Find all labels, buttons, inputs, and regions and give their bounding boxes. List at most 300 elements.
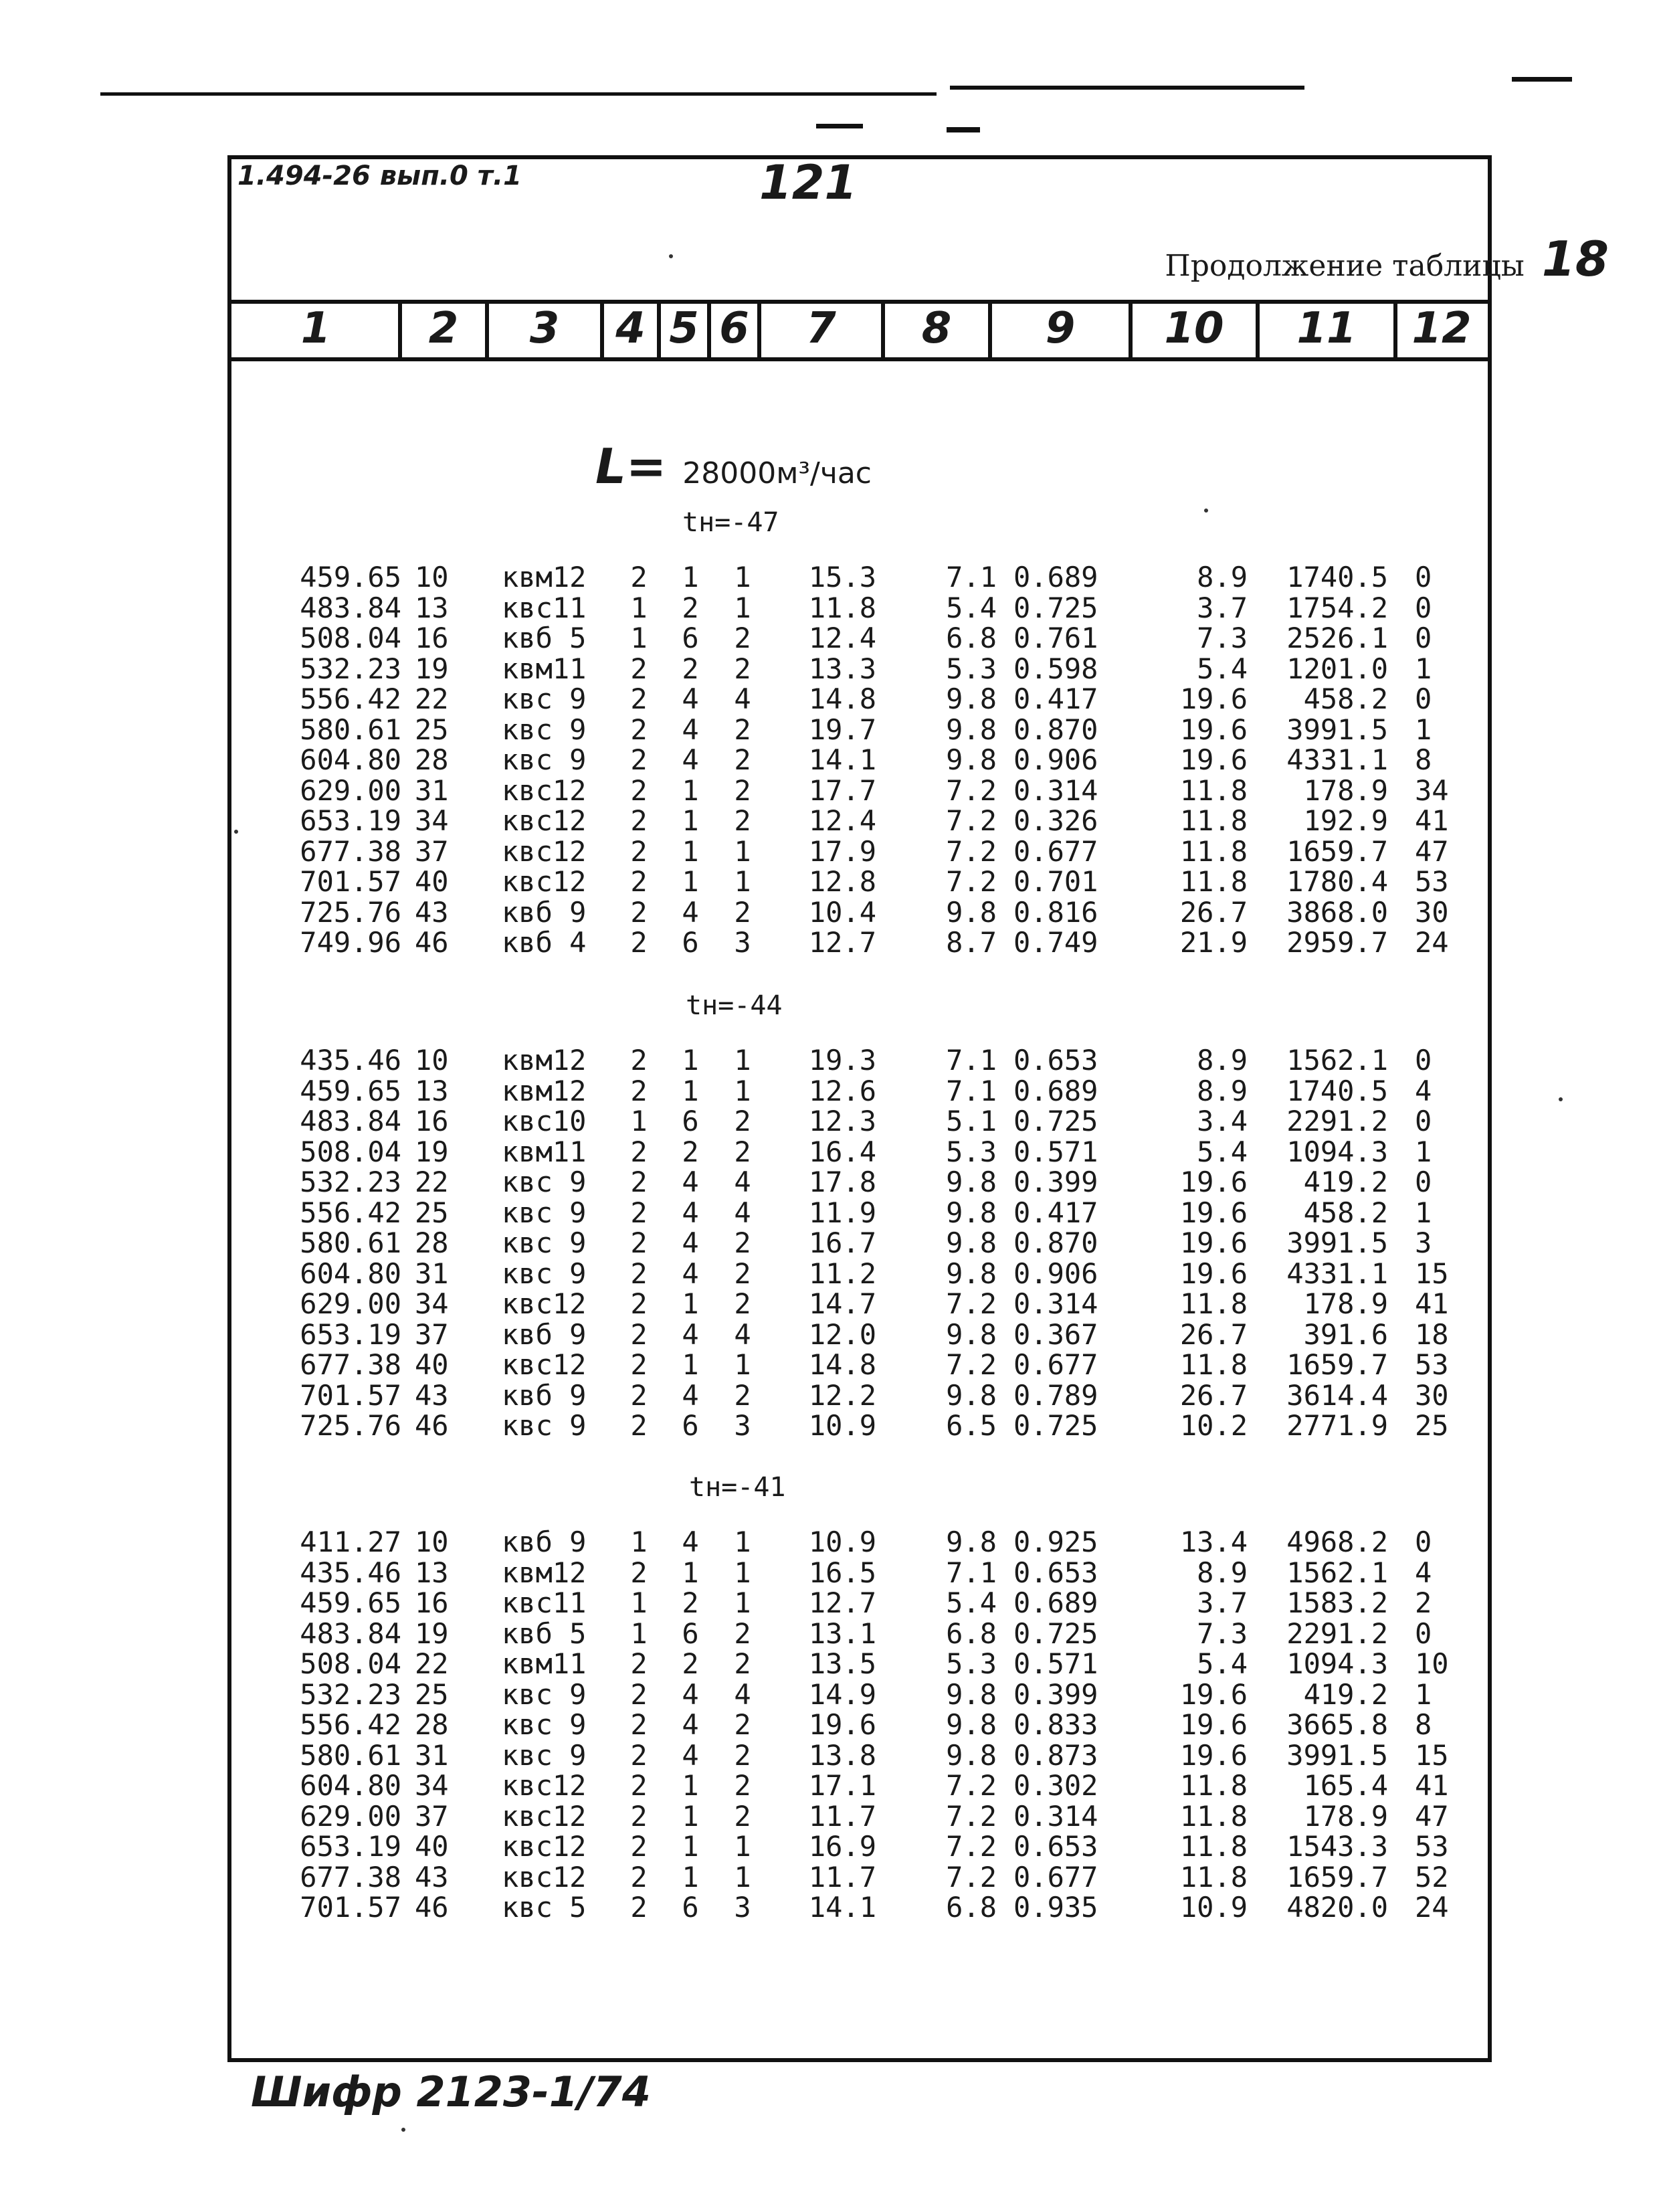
cell-col-1: 701.57 bbox=[300, 1891, 401, 1924]
cell-col-4: 2 bbox=[630, 743, 648, 776]
cell-col-7: 13.3 bbox=[808, 652, 876, 685]
cell-col-11: 2291.2 bbox=[1286, 1105, 1388, 1137]
cell-col-4: 2 bbox=[630, 1257, 648, 1290]
cell-col-6: 4 bbox=[734, 1196, 751, 1229]
cell-col-2: 40 bbox=[415, 1348, 449, 1381]
cell-col-1: 508.04 bbox=[300, 1135, 401, 1168]
cell-col-11: 1543.3 bbox=[1286, 1830, 1388, 1863]
cell-col-1: 532.23 bbox=[300, 1166, 401, 1198]
cell-col-11: 178.9 bbox=[1303, 1799, 1388, 1833]
cell-col-4: 2 bbox=[630, 1769, 648, 1802]
cell-col-11: 1659.7 bbox=[1286, 1860, 1388, 1894]
cell-col-6: 4 bbox=[734, 1317, 751, 1351]
cell-col-4: 2 bbox=[630, 1799, 648, 1833]
cell-col-10: 5.4 bbox=[1197, 1135, 1248, 1168]
top-edge-mark bbox=[947, 127, 980, 132]
cell-col-6: 1 bbox=[734, 1830, 751, 1863]
cell-col-5: 6 bbox=[682, 1409, 699, 1442]
cell-col-1: 435.46 bbox=[300, 1044, 401, 1077]
cell-col-5: 2 bbox=[682, 1647, 699, 1680]
cell-col-11: 1740.5 bbox=[1286, 1074, 1388, 1107]
cell-col-9: 0.314 bbox=[1013, 773, 1098, 807]
cell-col-10: 7.3 bbox=[1197, 1617, 1248, 1650]
cell-col-6: 3 bbox=[734, 926, 751, 959]
cell-col-8: 8.7 bbox=[946, 926, 997, 959]
cell-col-6: 2 bbox=[734, 773, 751, 807]
cell-col-4: 2 bbox=[630, 926, 648, 959]
cell-col-6: 2 bbox=[734, 1287, 751, 1320]
cell-col-11: 1201.0 bbox=[1286, 652, 1388, 685]
table-row bbox=[0, 1527, 1659, 1557]
cell-col-6: 4 bbox=[734, 1677, 751, 1711]
cell-col-4: 2 bbox=[630, 561, 648, 593]
table-row bbox=[0, 1198, 1659, 1228]
column-header-10: 10 bbox=[1164, 304, 1224, 353]
cell-col-8: 7.2 bbox=[946, 1799, 997, 1833]
column-header-7: 7 bbox=[806, 304, 836, 353]
cell-col-6: 2 bbox=[734, 1708, 751, 1741]
cell-col-11: 1583.2 bbox=[1286, 1586, 1388, 1619]
column-header-5: 5 bbox=[669, 304, 699, 353]
cell-col-12: 2 bbox=[1415, 1586, 1432, 1619]
cell-col-8: 7.2 bbox=[946, 1769, 997, 1802]
cell-col-1: 532.23 bbox=[300, 652, 401, 685]
cell-col-4: 2 bbox=[630, 713, 648, 746]
column-header-9: 9 bbox=[1045, 304, 1076, 353]
cell-col-8: 6.8 bbox=[946, 1891, 997, 1924]
cell-col-7: 12.4 bbox=[808, 622, 876, 654]
cell-col-1: 435.46 bbox=[300, 1556, 401, 1589]
cell-col-2: 46 bbox=[415, 1409, 449, 1442]
cell-col-3: квс 9 bbox=[502, 1257, 587, 1290]
cell-col-6: 1 bbox=[734, 591, 751, 624]
cell-col-9: 0.399 bbox=[1013, 1677, 1098, 1711]
cell-col-11: 1562.1 bbox=[1286, 1556, 1388, 1589]
cell-col-6: 3 bbox=[734, 1409, 751, 1442]
cell-col-5: 1 bbox=[682, 1860, 699, 1894]
cell-col-11: 3991.5 bbox=[1286, 713, 1388, 746]
column-header-6: 6 bbox=[719, 304, 749, 353]
cell-col-9: 0.314 bbox=[1013, 1287, 1098, 1320]
cell-col-1: 556.42 bbox=[300, 1196, 401, 1229]
cell-col-2: 46 bbox=[415, 926, 449, 959]
table-row bbox=[0, 745, 1659, 775]
cell-col-6: 2 bbox=[734, 895, 751, 929]
cell-col-5: 1 bbox=[682, 773, 699, 807]
cell-col-6: 2 bbox=[734, 652, 751, 685]
cell-col-5: 4 bbox=[682, 1378, 699, 1412]
cell-col-1: 556.42 bbox=[300, 682, 401, 715]
cell-col-11: 4968.2 bbox=[1286, 1526, 1388, 1558]
cell-col-10: 19.6 bbox=[1179, 1738, 1248, 1772]
cell-col-4: 2 bbox=[630, 682, 648, 715]
cell-col-9: 0.677 bbox=[1013, 834, 1098, 868]
cell-col-3: квс10 bbox=[502, 1105, 587, 1137]
cell-col-4: 1 bbox=[630, 1617, 648, 1650]
cell-col-4: 2 bbox=[630, 895, 648, 929]
cell-col-7: 14.8 bbox=[808, 682, 876, 715]
cell-col-11: 165.4 bbox=[1303, 1769, 1388, 1802]
cell-col-8: 5.4 bbox=[946, 591, 997, 624]
continuation-text: Продолжение таблицы bbox=[1165, 249, 1525, 283]
cipher-code: Шифр 2123-1/74 bbox=[251, 2067, 651, 2116]
cell-col-8: 6.8 bbox=[946, 622, 997, 654]
cell-col-9: 0.302 bbox=[1013, 1769, 1098, 1802]
cell-col-4: 2 bbox=[630, 1830, 648, 1863]
cell-col-9: 0.689 bbox=[1013, 1074, 1098, 1107]
cell-col-7: 13.5 bbox=[808, 1647, 876, 1680]
cell-col-9: 0.653 bbox=[1013, 1556, 1098, 1589]
cell-col-8: 9.8 bbox=[946, 1196, 997, 1229]
cell-col-10: 26.7 bbox=[1179, 1378, 1248, 1412]
cell-col-5: 4 bbox=[682, 1526, 699, 1558]
cell-col-7: 14.1 bbox=[808, 743, 876, 776]
cell-col-3: квс12 bbox=[502, 1799, 587, 1833]
cell-col-11: 1094.3 bbox=[1286, 1647, 1388, 1680]
cell-col-9: 0.833 bbox=[1013, 1708, 1098, 1741]
cell-col-9: 0.935 bbox=[1013, 1891, 1098, 1924]
table-row bbox=[0, 1831, 1659, 1861]
cell-col-5: 6 bbox=[682, 1891, 699, 1924]
cell-col-10: 8.9 bbox=[1197, 1074, 1248, 1107]
cell-col-3: квб 9 bbox=[502, 1317, 587, 1351]
cell-col-4: 2 bbox=[630, 1074, 648, 1107]
cell-col-8: 5.3 bbox=[946, 652, 997, 685]
cell-col-5: 4 bbox=[682, 682, 699, 715]
cell-col-1: 411.27 bbox=[300, 1526, 401, 1558]
cell-col-10: 3.7 bbox=[1197, 591, 1248, 624]
cell-col-4: 1 bbox=[630, 622, 648, 654]
table-row bbox=[0, 1740, 1659, 1770]
cell-col-9: 0.870 bbox=[1013, 1226, 1098, 1259]
cell-col-5: 1 bbox=[682, 1830, 699, 1863]
table-row bbox=[0, 1801, 1659, 1831]
scan-speck bbox=[401, 2128, 405, 2132]
cell-col-7: 13.1 bbox=[808, 1617, 876, 1650]
table-row bbox=[0, 1892, 1659, 1922]
cell-col-6: 1 bbox=[734, 1556, 751, 1589]
cell-col-2: 31 bbox=[415, 1257, 449, 1290]
cell-col-9: 0.725 bbox=[1013, 1105, 1098, 1137]
cell-col-12: 25 bbox=[1415, 1409, 1449, 1442]
table-number: 18 bbox=[1541, 231, 1609, 287]
cell-col-1: 653.19 bbox=[300, 1830, 401, 1863]
cell-col-2: 10 bbox=[415, 1526, 449, 1558]
scan-speck bbox=[234, 830, 238, 834]
cell-col-12: 41 bbox=[1415, 804, 1449, 837]
cell-col-5: 4 bbox=[682, 1708, 699, 1741]
table-row bbox=[0, 1380, 1659, 1410]
table-row bbox=[0, 775, 1659, 806]
cell-col-4: 2 bbox=[630, 652, 648, 685]
cell-col-6: 1 bbox=[734, 1860, 751, 1894]
cell-col-7: 16.7 bbox=[808, 1226, 876, 1259]
cell-col-4: 2 bbox=[630, 804, 648, 837]
cell-col-8: 9.8 bbox=[946, 1738, 997, 1772]
cell-col-12: 24 bbox=[1415, 926, 1449, 959]
cell-col-12: 1 bbox=[1415, 652, 1432, 685]
cell-col-11: 2771.9 bbox=[1286, 1409, 1388, 1442]
cell-col-10: 19.6 bbox=[1179, 682, 1248, 715]
cell-col-9: 0.326 bbox=[1013, 804, 1098, 837]
cell-col-8: 7.2 bbox=[946, 1830, 997, 1863]
cell-col-12: 0 bbox=[1415, 682, 1432, 715]
scan-speck bbox=[1204, 509, 1208, 513]
cell-col-5: 4 bbox=[682, 1196, 699, 1229]
cell-col-11: 4331.1 bbox=[1286, 1257, 1388, 1290]
cell-col-12: 52 bbox=[1415, 1860, 1449, 1894]
cell-col-6: 1 bbox=[734, 1586, 751, 1619]
cell-col-11: 3991.5 bbox=[1286, 1738, 1388, 1772]
cell-col-6: 1 bbox=[734, 1348, 751, 1381]
cell-col-10: 8.9 bbox=[1197, 1556, 1248, 1589]
cell-col-2: 43 bbox=[415, 895, 449, 929]
table-row bbox=[0, 1076, 1659, 1106]
cell-col-6: 2 bbox=[734, 713, 751, 746]
cell-col-11: 419.2 bbox=[1303, 1166, 1388, 1198]
table-row bbox=[0, 684, 1659, 714]
cell-col-9: 0.314 bbox=[1013, 1799, 1098, 1833]
cell-col-10: 11.8 bbox=[1179, 865, 1248, 898]
cell-col-12: 30 bbox=[1415, 1378, 1449, 1412]
cell-col-5: 2 bbox=[682, 652, 699, 685]
cell-col-8: 6.5 bbox=[946, 1409, 997, 1442]
cell-col-12: 30 bbox=[1415, 895, 1449, 929]
cell-col-9: 0.367 bbox=[1013, 1317, 1098, 1351]
cell-col-11: 2959.7 bbox=[1286, 926, 1388, 959]
cell-col-2: 22 bbox=[415, 1166, 449, 1198]
cell-col-9: 0.571 bbox=[1013, 1647, 1098, 1680]
cell-col-10: 19.6 bbox=[1179, 1166, 1248, 1198]
cell-col-3: квс12 bbox=[502, 1348, 587, 1381]
cell-col-2: 43 bbox=[415, 1378, 449, 1412]
cell-col-1: 556.42 bbox=[300, 1708, 401, 1741]
column-header-2: 2 bbox=[428, 304, 459, 353]
cell-col-10: 19.6 bbox=[1179, 743, 1248, 776]
cell-col-12: 47 bbox=[1415, 1799, 1449, 1833]
cell-col-5: 1 bbox=[682, 1074, 699, 1107]
cell-col-1: 677.38 bbox=[300, 1348, 401, 1381]
cell-col-1: 677.38 bbox=[300, 1860, 401, 1894]
cell-col-8: 9.8 bbox=[946, 1378, 997, 1412]
cell-col-2: 16 bbox=[415, 1586, 449, 1619]
cell-col-5: 6 bbox=[682, 1617, 699, 1650]
cell-col-9: 0.789 bbox=[1013, 1378, 1098, 1412]
cell-col-12: 0 bbox=[1415, 1166, 1432, 1198]
cell-col-5: 1 bbox=[682, 804, 699, 837]
cell-col-11: 4331.1 bbox=[1286, 743, 1388, 776]
cell-col-7: 12.0 bbox=[808, 1317, 876, 1351]
cell-col-12: 0 bbox=[1415, 1617, 1432, 1650]
table-row bbox=[0, 1289, 1659, 1319]
cell-col-11: 1094.3 bbox=[1286, 1135, 1388, 1168]
cell-col-10: 11.8 bbox=[1179, 1348, 1248, 1381]
cell-col-10: 5.4 bbox=[1197, 652, 1248, 685]
continuation-caption bbox=[1165, 231, 1609, 287]
cell-col-3: квм12 bbox=[502, 1556, 587, 1589]
cell-col-12: 1 bbox=[1415, 713, 1432, 746]
cell-col-11: 1659.7 bbox=[1286, 834, 1388, 868]
cell-col-3: квс 5 bbox=[502, 1891, 587, 1924]
column-header-11: 11 bbox=[1296, 304, 1357, 353]
cell-col-12: 1 bbox=[1415, 1196, 1432, 1229]
cell-col-2: 13 bbox=[415, 591, 449, 624]
cell-col-1: 483.84 bbox=[300, 1617, 401, 1650]
cell-col-5: 4 bbox=[682, 1257, 699, 1290]
cell-col-6: 2 bbox=[734, 743, 751, 776]
table-row bbox=[0, 654, 1659, 684]
cell-col-2: 25 bbox=[415, 713, 449, 746]
cell-col-7: 14.9 bbox=[808, 1677, 876, 1711]
cell-col-4: 2 bbox=[630, 1348, 648, 1381]
column-header-8: 8 bbox=[921, 304, 952, 353]
cell-col-7: 16.4 bbox=[808, 1135, 876, 1168]
cell-col-5: 4 bbox=[682, 743, 699, 776]
cell-col-2: 34 bbox=[415, 1287, 449, 1320]
cell-col-12: 8 bbox=[1415, 1708, 1432, 1741]
cell-col-7: 12.2 bbox=[808, 1378, 876, 1412]
cell-col-5: 4 bbox=[682, 1738, 699, 1772]
cell-col-9: 0.906 bbox=[1013, 743, 1098, 776]
cell-col-4: 2 bbox=[630, 1409, 648, 1442]
cell-col-6: 2 bbox=[734, 1738, 751, 1772]
cell-col-5: 4 bbox=[682, 713, 699, 746]
cell-col-12: 53 bbox=[1415, 1830, 1449, 1863]
cell-col-7: 13.8 bbox=[808, 1738, 876, 1772]
table-row bbox=[0, 1137, 1659, 1167]
cell-col-9: 0.689 bbox=[1013, 561, 1098, 593]
cell-col-5: 1 bbox=[682, 1799, 699, 1833]
table-row bbox=[0, 593, 1659, 623]
cell-col-8: 7.2 bbox=[946, 773, 997, 807]
cell-col-7: 19.3 bbox=[808, 1044, 876, 1077]
cell-col-8: 7.1 bbox=[946, 1556, 997, 1589]
column-header-12: 12 bbox=[1411, 304, 1472, 353]
cell-col-3: квб 5 bbox=[502, 1617, 587, 1650]
cell-col-10: 19.6 bbox=[1179, 1226, 1248, 1259]
cell-col-6: 1 bbox=[734, 1526, 751, 1558]
cell-col-1: 653.19 bbox=[300, 804, 401, 837]
cell-col-3: квс 9 bbox=[502, 1166, 587, 1198]
cell-col-6: 2 bbox=[734, 1105, 751, 1137]
table-row bbox=[0, 1259, 1659, 1289]
cell-col-6: 2 bbox=[734, 1226, 751, 1259]
table-row bbox=[0, 562, 1659, 592]
cell-col-3: квб 9 bbox=[502, 1526, 587, 1558]
cell-col-3: квс 9 bbox=[502, 743, 587, 776]
cell-col-7: 11.9 bbox=[808, 1196, 876, 1229]
cell-col-10: 21.9 bbox=[1179, 926, 1248, 959]
cell-col-3: квс 9 bbox=[502, 1409, 587, 1442]
cell-col-4: 2 bbox=[630, 773, 648, 807]
cell-col-10: 19.6 bbox=[1179, 1677, 1248, 1711]
cell-col-9: 0.906 bbox=[1013, 1257, 1098, 1290]
cell-col-9: 0.677 bbox=[1013, 1860, 1098, 1894]
cell-col-8: 9.8 bbox=[946, 1317, 997, 1351]
table-row bbox=[0, 897, 1659, 927]
table-row bbox=[0, 715, 1659, 745]
cell-col-6: 2 bbox=[734, 1799, 751, 1833]
cell-col-3: квм11 bbox=[502, 1135, 587, 1168]
table-row bbox=[0, 927, 1659, 957]
cell-col-12: 0 bbox=[1415, 1526, 1432, 1558]
cell-col-9: 0.399 bbox=[1013, 1166, 1098, 1198]
cell-col-12: 15 bbox=[1415, 1738, 1449, 1772]
top-edge-mark bbox=[1512, 77, 1572, 82]
cell-col-2: 31 bbox=[415, 773, 449, 807]
cell-col-12: 1 bbox=[1415, 1677, 1432, 1711]
cell-col-1: 508.04 bbox=[300, 1647, 401, 1680]
cell-col-12: 10 bbox=[1415, 1647, 1449, 1680]
cell-col-8: 9.8 bbox=[946, 895, 997, 929]
cell-col-9: 0.653 bbox=[1013, 1044, 1098, 1077]
table-row bbox=[0, 866, 1659, 897]
cell-col-10: 8.9 bbox=[1197, 1044, 1248, 1077]
cell-col-3: квс 9 bbox=[502, 1677, 587, 1711]
cell-col-1: 725.76 bbox=[300, 895, 401, 929]
cell-col-6: 2 bbox=[734, 622, 751, 654]
top-edge-mark bbox=[950, 86, 1304, 90]
cell-col-10: 19.6 bbox=[1179, 713, 1248, 746]
cell-col-4: 2 bbox=[630, 1317, 648, 1351]
cell-col-2: 37 bbox=[415, 1317, 449, 1351]
cell-col-7: 12.4 bbox=[808, 804, 876, 837]
cell-col-11: 1659.7 bbox=[1286, 1348, 1388, 1381]
cell-col-2: 28 bbox=[415, 743, 449, 776]
cell-col-5: 1 bbox=[682, 865, 699, 898]
cell-col-7: 15.3 bbox=[808, 561, 876, 593]
section-title: tн=-47 bbox=[682, 507, 779, 538]
cell-col-3: квс12 bbox=[502, 865, 587, 898]
cell-col-2: 13 bbox=[415, 1556, 449, 1589]
cell-col-12: 0 bbox=[1415, 1105, 1432, 1137]
cell-col-2: 22 bbox=[415, 682, 449, 715]
cell-col-4: 2 bbox=[630, 1196, 648, 1229]
cell-col-6: 1 bbox=[734, 1074, 751, 1107]
cell-col-11: 178.9 bbox=[1303, 1287, 1388, 1320]
cell-col-3: квс 9 bbox=[502, 713, 587, 746]
cell-col-11: 2291.2 bbox=[1286, 1617, 1388, 1650]
table-row bbox=[0, 1167, 1659, 1197]
cell-col-8: 7.2 bbox=[946, 804, 997, 837]
cell-col-4: 2 bbox=[630, 834, 648, 868]
cell-col-11: 3665.8 bbox=[1286, 1708, 1388, 1741]
cell-col-7: 11.7 bbox=[808, 1860, 876, 1894]
cell-col-11: 3614.4 bbox=[1286, 1378, 1388, 1412]
cell-col-11: 3868.0 bbox=[1286, 895, 1388, 929]
cell-col-10: 10.2 bbox=[1179, 1409, 1248, 1442]
cell-col-10: 11.8 bbox=[1179, 1287, 1248, 1320]
cell-col-10: 26.7 bbox=[1179, 895, 1248, 929]
cell-col-2: 31 bbox=[415, 1738, 449, 1772]
table-row bbox=[0, 1350, 1659, 1380]
cell-col-10: 26.7 bbox=[1179, 1317, 1248, 1351]
cell-col-10: 19.6 bbox=[1179, 1257, 1248, 1290]
cell-col-4: 1 bbox=[630, 1526, 648, 1558]
cell-col-5: 2 bbox=[682, 1135, 699, 1168]
cell-col-3: квс11 bbox=[502, 1586, 587, 1619]
cell-col-7: 10.9 bbox=[808, 1409, 876, 1442]
cell-col-5: 1 bbox=[682, 1044, 699, 1077]
flow-rate-title bbox=[595, 438, 872, 494]
cell-col-9: 0.870 bbox=[1013, 713, 1098, 746]
cell-col-11: 1740.5 bbox=[1286, 561, 1388, 593]
cell-col-11: 2526.1 bbox=[1286, 622, 1388, 654]
cell-col-12: 18 bbox=[1415, 1317, 1449, 1351]
cell-col-12: 53 bbox=[1415, 1348, 1449, 1381]
cell-col-5: 1 bbox=[682, 834, 699, 868]
cell-col-7: 12.7 bbox=[808, 1586, 876, 1619]
